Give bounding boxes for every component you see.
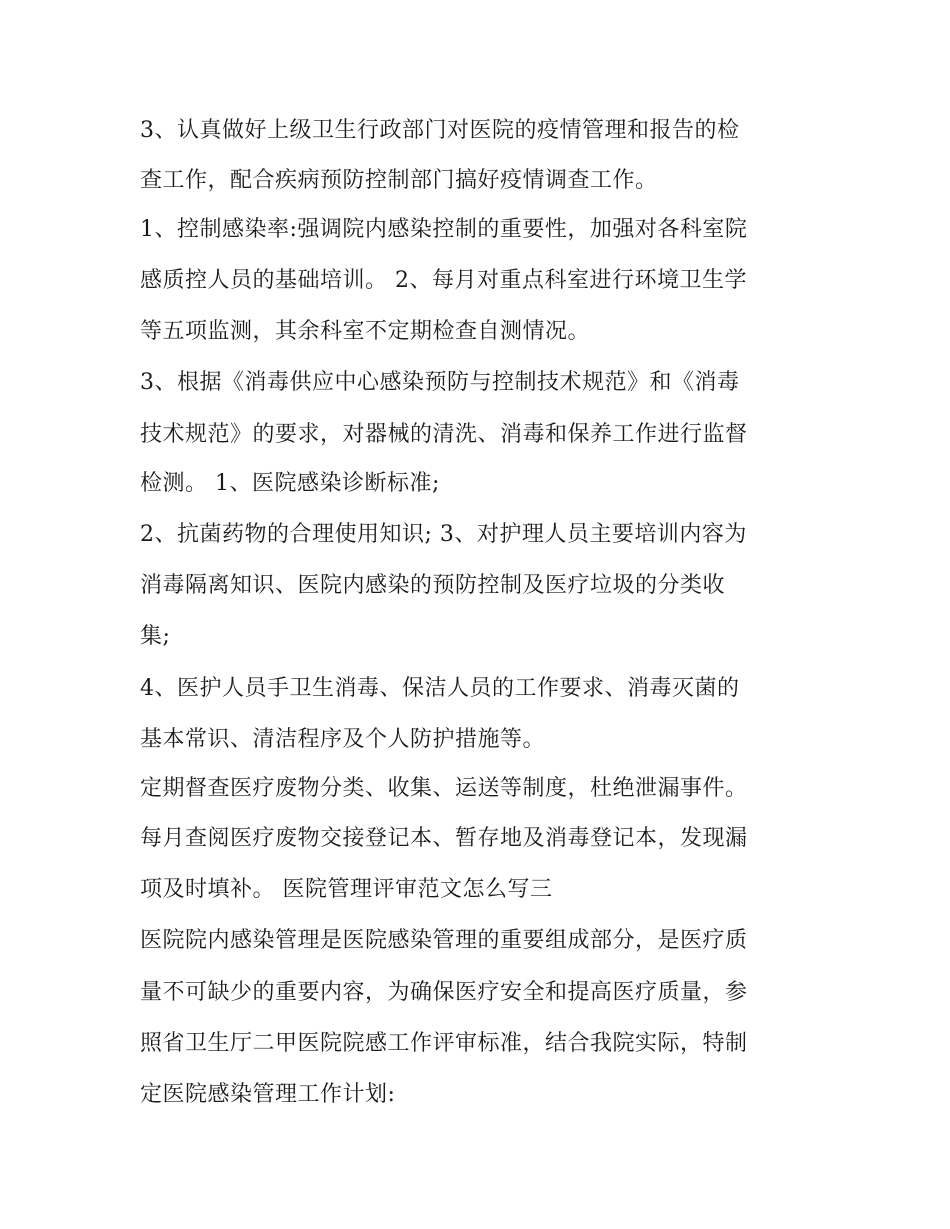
text-line: 等五项监测，其余科室不定期检查自测情况。 xyxy=(140,319,591,344)
text-line: 技术规范》的要求，对器械的清洗、消毒和保养工作进行监督 xyxy=(140,422,748,447)
text-line: 项及时填补。 医院管理评审范文怎么写三 xyxy=(140,877,553,902)
text-line: 基本常识、清洁程序及个人防护措施等。 xyxy=(140,727,546,752)
text-line: 感质控人员的基础培训。 2、每月对重点科室进行环境卫生学 xyxy=(140,268,747,293)
text-line: 检测。 1、医院感染诊断标准; xyxy=(140,471,440,496)
text-line: 集; xyxy=(140,624,171,649)
text-line: 量不可缺少的重要内容，为确保医疗安全和提高医疗质量，参 xyxy=(140,980,748,1005)
text-line: 医院院内感染管理是医院感染管理的重要组成部分，是医疗质 xyxy=(140,928,748,953)
text-line: 消毒隔离知识、医院内感染的预防控制及医疗垃圾的分类收 xyxy=(140,573,726,598)
text-line: 每月查阅医疗废物交接登记本、暂存地及消毒登记本，发现漏 xyxy=(140,826,748,851)
text-line: 定医院感染管理工作计划: xyxy=(140,1082,396,1107)
text-line: 3、根据《消毒供应中心感染预防与控制技术规范》和《消毒 xyxy=(140,370,740,395)
text-line: 3、认真做好上级卫生行政部门对医院的疫情管理和报告的检 xyxy=(140,118,740,143)
text-line: 1、控制感染率:强调院内感染控制的重要性，加强对各科室院 xyxy=(140,217,748,242)
text-line: 定期督查医疗废物分类、收集、运送等制度，杜绝泄漏事件。 xyxy=(140,776,748,801)
text-line: 4、医护人员手卫生消毒、保洁人员的工作要求、消毒灭菌的 xyxy=(140,676,740,701)
text-line: 2、抗菌药物的合理使用知识; 3、对护理人员主要培训内容为 xyxy=(140,522,747,547)
text-line: 照省卫生厅二甲医院院感工作评审标准，结合我院实际，特制 xyxy=(140,1031,748,1056)
text-line: 查工作，配合疾病预防控制部门搞好疫情调查工作。 xyxy=(140,168,658,193)
